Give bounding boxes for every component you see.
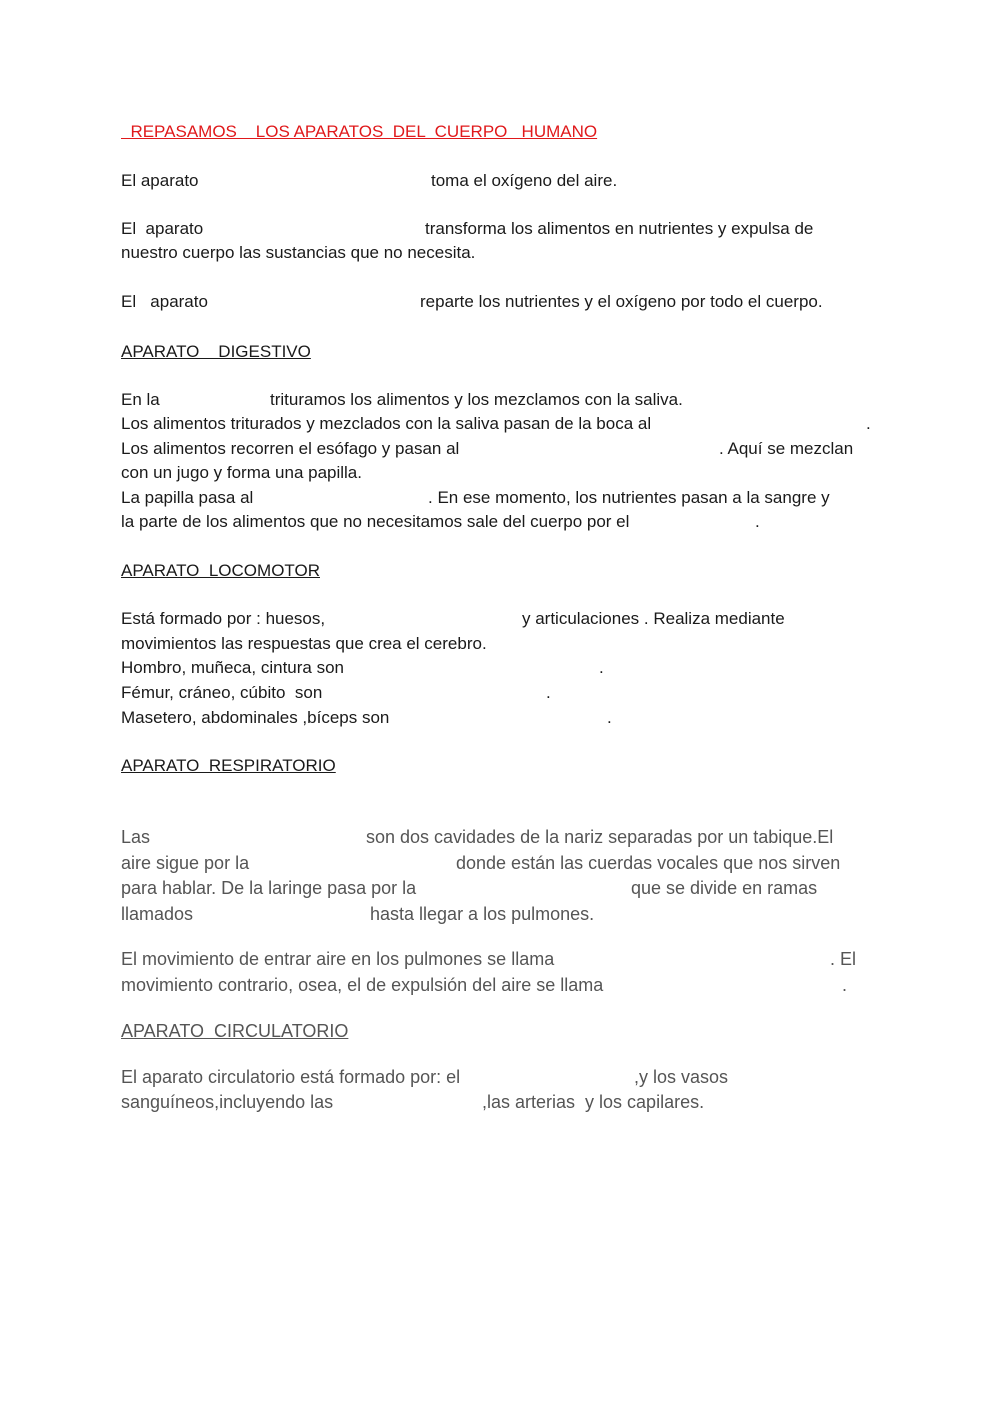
- respiratorio-line-3b: que se divide en ramas: [631, 878, 818, 898]
- locomotor-line-3b: .: [599, 658, 604, 677]
- page-title: REPASAMOS LOS APARATOS DEL CUERPO HUMANO: [121, 122, 598, 141]
- section-heading-circulatorio: APARATO CIRCULATORIO: [121, 1021, 349, 1041]
- locomotor-line-4a: Fémur, cráneo, cúbito son: [121, 683, 323, 702]
- digestivo-line-1b: trituramos los alimentos y los mezclamos con la saliva.: [270, 390, 683, 409]
- section-heading-digestivo: APARATO DIGESTIVO: [121, 342, 311, 361]
- circulatorio-line-1a: El aparato circulatorio está formado por: el: [121, 1067, 461, 1087]
- digestivo-line-6a: la parte de los alimentos que no necesitamos sale del cuerpo por el: [121, 512, 630, 531]
- respiratorio-line-5a: El movimiento de entrar aire en los pulmones se llama: [121, 949, 555, 969]
- circulatorio-line-2a: sanguíneos,incluyendo las: [121, 1092, 334, 1112]
- circulatorio-line-1b: ,y los vasos: [634, 1067, 729, 1087]
- section-heading-respiratorio: APARATO RESPIRATORIO: [121, 756, 336, 775]
- section-heading-locomotor: APARATO LOCOMOTOR: [121, 561, 320, 580]
- respiratorio-line-6b: .: [842, 975, 848, 995]
- digestivo-line-4a: con un jugo y forma una papilla.: [121, 463, 362, 482]
- locomotor-line-5b: .: [607, 708, 612, 727]
- circulatorio-line-2b: ,las arterias y los capilares.: [482, 1092, 705, 1112]
- intro-line-circulatorio-b: reparte los nutrientes y el oxígeno por todo el cuerpo.: [420, 292, 823, 311]
- respiratorio-line-4b: hasta llegar a los pulmones.: [370, 904, 595, 924]
- intro-line-digestivo-b: transforma los alimentos en nutrientes y expulsa de: [425, 219, 814, 238]
- respiratorio-line-2a: aire sigue por la: [121, 853, 250, 873]
- locomotor-line-1a: Está formado por : huesos,: [121, 609, 326, 628]
- digestivo-line-3a: Los alimentos recorren el esófago y pasan al: [121, 439, 460, 458]
- intro-line-circulatorio-a: El aparato: [121, 292, 208, 311]
- locomotor-line-3a: Hombro, muñeca, cintura son: [121, 658, 344, 677]
- digestivo-line-1a: En la: [121, 390, 160, 409]
- intro-line-respiratorio-b: toma el oxígeno del aire.: [431, 171, 618, 190]
- locomotor-line-4b: .: [546, 683, 551, 702]
- respiratorio-line-5b: . El: [830, 949, 857, 969]
- digestivo-line-2a: Los alimentos triturados y mezclados con la saliva pasan de la boca al: [121, 414, 652, 433]
- locomotor-line-1b: y articulaciones . Realiza mediante: [522, 609, 785, 628]
- digestivo-line-6b: .: [755, 512, 760, 531]
- digestivo-line-5a: La papilla pasa al: [121, 488, 254, 507]
- respiratorio-line-6a: movimiento contrario, osea, el de expulsión del aire se llama: [121, 975, 604, 995]
- intro-line-digestivo-c: nuestro cuerpo las sustancias que no necesita.: [121, 243, 476, 262]
- locomotor-line-5a: Masetero, abdominales ,bíceps son: [121, 708, 390, 727]
- respiratorio-line-3a: para hablar. De la laringe pasa por la: [121, 878, 417, 898]
- respiratorio-line-2b: donde están las cuerdas vocales que nos sirven: [456, 853, 841, 873]
- respiratorio-line-1a: Las: [121, 827, 151, 847]
- respiratorio-line-4a: llamados: [121, 904, 194, 924]
- intro-line-digestivo-a: El aparato: [121, 219, 204, 238]
- digestivo-line-5b: . En ese momento, los nutrientes pasan a la sangre y: [428, 488, 830, 507]
- locomotor-line-2a: movimientos las respuestas que crea el cerebro.: [121, 634, 487, 653]
- intro-line-respiratorio-a: El aparato: [121, 171, 199, 190]
- digestivo-line-2b: .: [866, 414, 871, 433]
- respiratorio-line-1b: son dos cavidades de la nariz separadas por un tabique.El: [366, 827, 834, 847]
- digestivo-line-3b: . Aquí se mezclan: [719, 439, 854, 458]
